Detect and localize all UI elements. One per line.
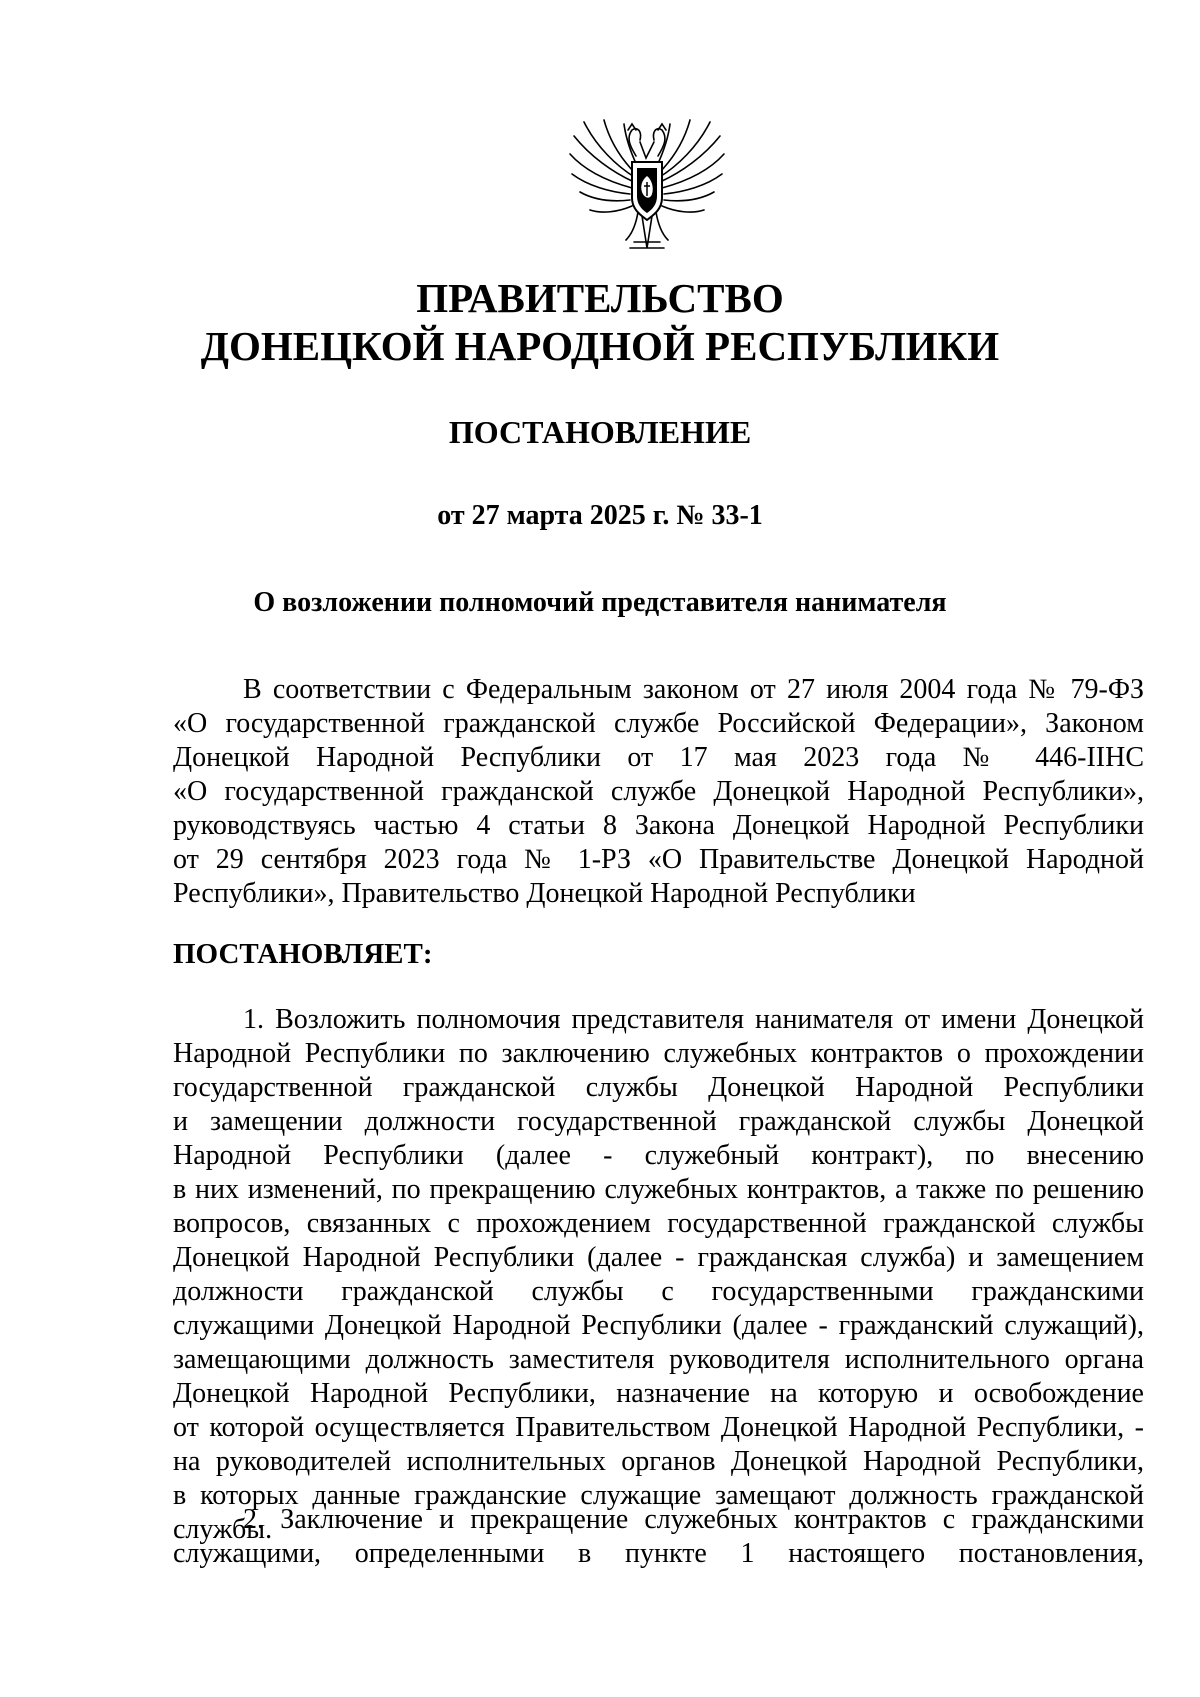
text-line: Народной Республики по заключению служебных контрактов о прохождении [173, 1038, 1144, 1069]
text-line: государственной гражданской службы Донецкой Народной Республики [173, 1072, 1144, 1103]
text-line: служащими Донецкой Народной Республики (далее - гражданский служащий), [173, 1310, 1144, 1341]
preamble-paragraph [173, 673, 1144, 911]
coat-of-arms-emblem [566, 116, 728, 256]
text-line: 2. Заключение и прекращение служебных контрактов с гражданскими [243, 1504, 1144, 1535]
item-1-paragraph [173, 1003, 1144, 1547]
text-line: службы. [173, 1514, 273, 1545]
text-line: в которых данные гражданские служащие замещают должность гражданской [173, 1480, 1144, 1511]
text-line: В соответствии с Федеральным законом от 27 июля 2004 года № 79-ФЗ [243, 674, 1144, 705]
text-line: вопросов, связанных с прохождением государственной гражданской службы [173, 1208, 1144, 1239]
text-line: Донецкой Народной Республики (далее - гражданская служба) и замещением [173, 1242, 1144, 1273]
document-type: ПОСТАНОВЛЕНИЕ [448, 414, 752, 450]
text-line: Донецкой Народной Республики от 17 мая 2023 года № 446-IIНС [173, 742, 1144, 773]
document-title: О возложении полномочий представителя нанимателя [253, 587, 947, 618]
text-line: Республики», Правительство Донецкой Народной Республики [173, 878, 916, 909]
text-line: Донецкой Народной Республики, назначение на которую и освобождение [173, 1378, 1144, 1409]
government-name-line-1: ПРАВИТЕЛЬСТВО [416, 275, 784, 321]
text-line: от которой осуществляется Правительством Донецкой Народной Республики, - [173, 1412, 1144, 1443]
text-line: должности гражданской службы с государственными гражданскими [173, 1276, 1144, 1307]
text-line: замещающими должность заместителя руководителя исполнительного органа [173, 1344, 1144, 1375]
text-line: служащими, определенными в пункте 1 настоящего постановления, [173, 1538, 1144, 1569]
text-line: руководствуясь частью 4 статьи 8 Закона Донецкой Народной Республики [173, 810, 1144, 841]
text-line: в них изменений, по прекращению служебных контрактов, а также по решению [173, 1174, 1144, 1205]
document-date-number: от 27 марта 2025 г. № 33-1 [437, 500, 763, 531]
text-line: Народной Республики (далее - служебный контракт), по внесению [173, 1140, 1144, 1171]
government-name-line-2: ДОНЕЦКОЙ НАРОДНОЙ РЕСПУБЛИКИ [200, 323, 1000, 369]
resolves-label: ПОСТАНОВЛЯЕТ: [173, 938, 433, 970]
text-line: «О государственной гражданской службе Донецкой Народной Республики», [173, 776, 1144, 807]
text-line: от 29 сентября 2023 года № 1-РЗ «О Правительстве Донецкой Народной [173, 844, 1144, 875]
item-2-paragraph [173, 1503, 1144, 1571]
text-line: «О государственной гражданской службе Российской Федерации», Законом [173, 708, 1144, 739]
text-line: и замещении должности государственной гражданской службы Донецкой [173, 1106, 1144, 1137]
text-line: 1. Возложить полномочия представителя нанимателя от имени Донецкой [243, 1004, 1144, 1035]
text-line: на руководителей исполнительных органов Донецкой Народной Республики, [173, 1446, 1144, 1477]
